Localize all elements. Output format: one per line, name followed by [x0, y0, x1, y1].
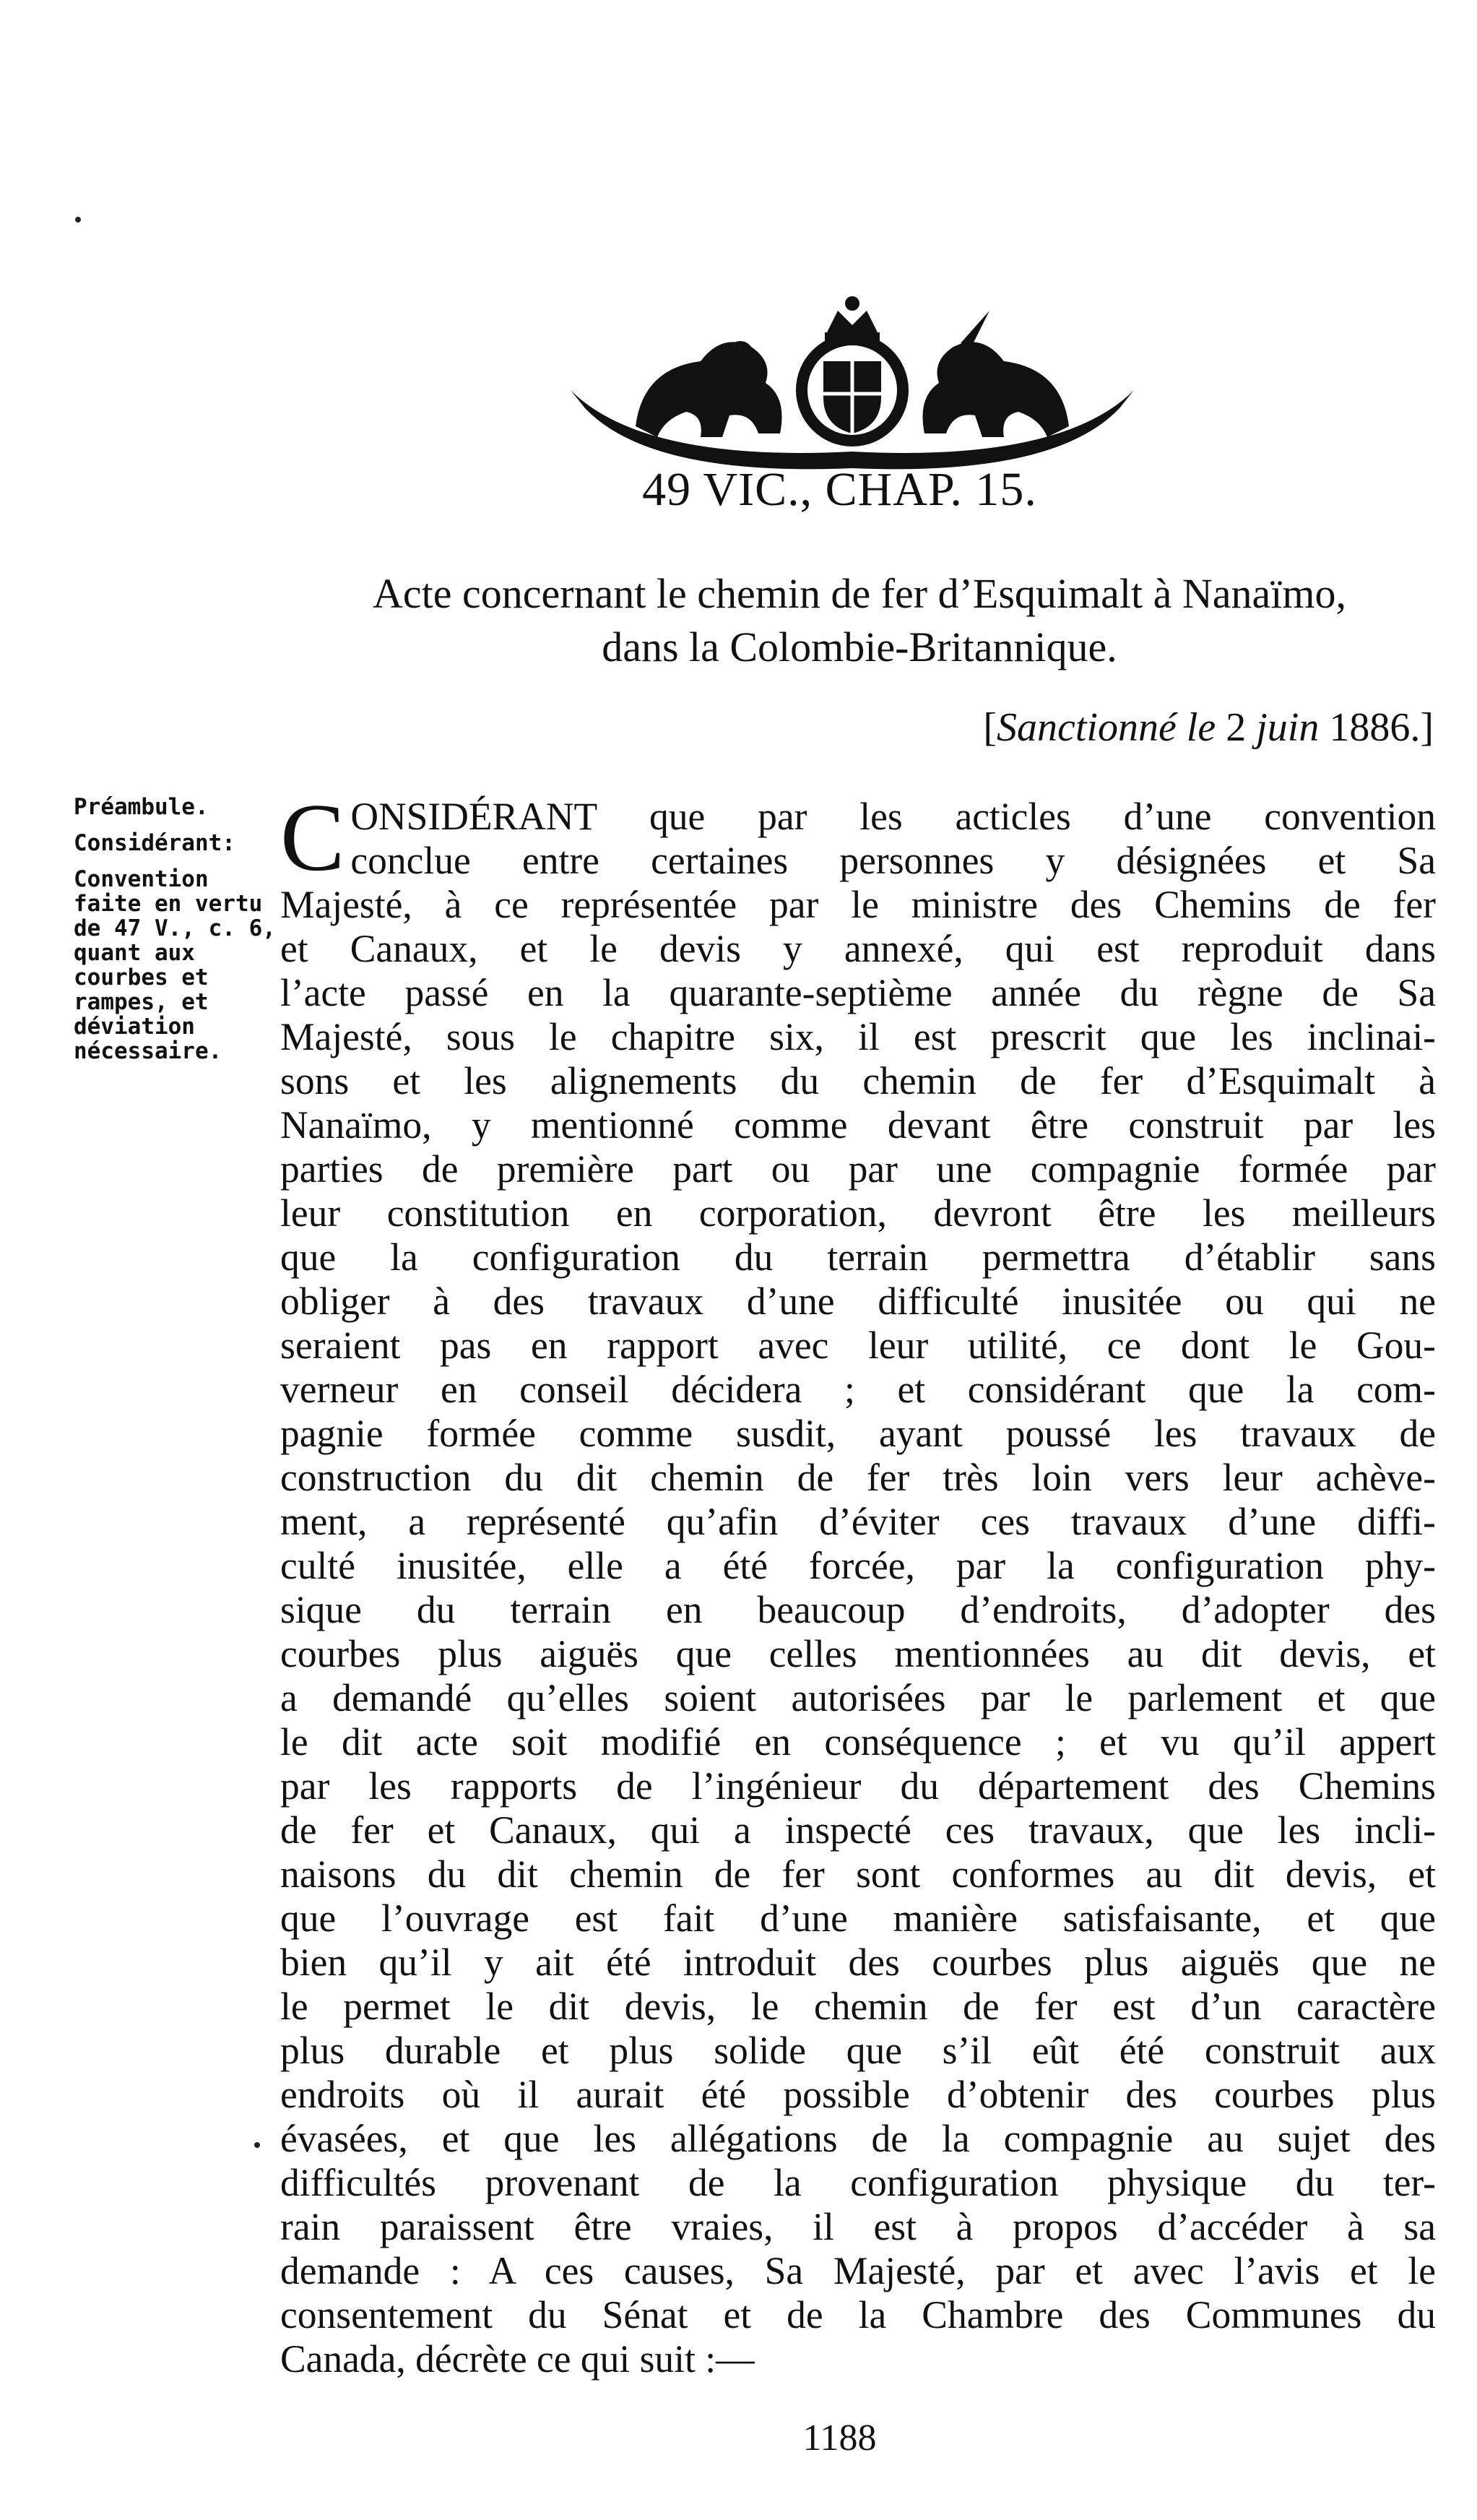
margin-notes [74, 795, 283, 1075]
body-line: que la configuration du terrain permettra d’établir sans [280, 1235, 1436, 1279]
body-line: difficultés provenant de la configuration physique du ter- [280, 2161, 1436, 2204]
body-line: ONSIDÉRANT que par les acticles d’une convention [350, 795, 1436, 838]
body-line: a demandé qu’elles soient autorisées par le parlement et que [280, 1676, 1436, 1719]
sanction-month: juin [1256, 705, 1320, 750]
sanction-day: 2 [1226, 705, 1247, 750]
act-title-line: dans la Colombie-Britannique. [602, 623, 1117, 670]
act-title-line: Acte concernant le chemin de fer d’Esquimalt à Nanaïmo, [373, 570, 1346, 617]
ink-speck [254, 2142, 260, 2148]
body-line: verneur en conseil décidera ; et considérant que la com- [280, 1368, 1436, 1411]
sanction-year: 1886.] [1329, 705, 1434, 750]
body-line: Nanaïmo, y mentionné comme devant être construit par les [280, 1103, 1436, 1147]
body-line: rain paraissent être vraies, il est à propos d’accéder à sa [280, 2205, 1436, 2248]
body-line: obliger à des travaux d’une difficulté inusitée ou qui ne [280, 1280, 1436, 1323]
body-line: le dit acte soit modifié en conséquence ; et vu qu’il appert [280, 1720, 1436, 1764]
body-line: Majesté, à ce représentée par le ministre des Chemins de fer [280, 883, 1436, 926]
page-number: 1188 [802, 2417, 877, 2459]
sanction-word: le [1186, 705, 1216, 750]
sanction-open: [ [983, 705, 997, 750]
body-line: courbes plus aiguës que celles mentionnées au dit devis, et [280, 1632, 1436, 1675]
drop-cap: C [280, 784, 345, 891]
body-line: construction du dit chemin de fer très loin vers leur achève- [280, 1456, 1436, 1499]
body-line: l’acte passé en la quarante-septième année du règne de Sa [280, 971, 1436, 1014]
body-line: que l’ouvrage est fait d’une manière satisfaisante, et que [280, 1897, 1436, 1940]
act-title [282, 567, 1437, 674]
body-line: seraient pas en rapport avec leur utilité, ce dont le Gou- [280, 1324, 1436, 1367]
sanction-date [983, 704, 1434, 751]
body-line: culté inusitée, elle a été forcée, par la configuration phy- [280, 1544, 1436, 1587]
body-line: et Canaux, et le devis y annexé, qui est reproduit dans [280, 927, 1436, 970]
margin-note: Convention faite en vertu de 47 V., c. 6, quant aux courbes et rampes, et déviation nécessaire. [74, 866, 276, 1064]
body-line: de fer et Canaux, qui a inspecté ces travaux, que les incli- [280, 1808, 1436, 1852]
margin-note: Considérant: [74, 830, 235, 856]
body-line: endroits où il aurait été possible d’obtenir des courbes plus [280, 2073, 1436, 2116]
body-line: le permet le dit devis, le chemin de fer est d’un caractère [280, 1985, 1436, 2028]
body-line: évasées, et que les allégations de la compagnie au sujet des [280, 2117, 1436, 2160]
body-line: demande : A ces causes, Sa Majesté, par et avec l’avis et le [280, 2249, 1436, 2292]
body-line: pagnie formée comme susdit, ayant poussé les travaux de [280, 1412, 1436, 1455]
body-line: sique du terrain en beaucoup d’endroits, d’adopter des [280, 1588, 1436, 1631]
coat-of-arms-icon [556, 282, 1148, 470]
body-line: bien qu’il y ait été introduit des courbes plus aiguës que ne [280, 1941, 1436, 1984]
body-line: sons et les alignements du chemin de fer d’Esquimalt à [280, 1059, 1436, 1102]
body-line: naisons du dit chemin de fer sont conformes au dit devis, et [280, 1852, 1436, 1896]
chapter-heading: 49 VIC., CHAP. 15. [642, 463, 1037, 516]
preamble-body [280, 784, 1436, 2381]
body-line: leur constitution en corporation, devront être les meilleurs [280, 1191, 1436, 1235]
body-line: Canada, décrète ce qui suit :— [280, 2337, 755, 2381]
ink-speck [75, 217, 81, 223]
body-line: ment, a représenté qu’afin d’éviter ces travaux d’une diffi- [280, 1500, 1436, 1543]
margin-note: Préambule. [74, 794, 209, 820]
sanction-word: Sanctionné [996, 705, 1177, 750]
body-line: conclue entre certaines personnes y désignées et Sa [350, 839, 1436, 882]
body-line: Majesté, sous le chapitre six, il est prescrit que les inclinai- [280, 1015, 1436, 1058]
body-line: par les rapports de l’ingénieur du département des Chemins [280, 1764, 1436, 1808]
body-line: consentement du Sénat et de la Chambre des Communes du [280, 2293, 1436, 2336]
body-line: plus durable et plus solide que s’il eût été construit aux [280, 2029, 1436, 2072]
body-line: parties de première part ou par une compagnie formée par [280, 1147, 1436, 1191]
